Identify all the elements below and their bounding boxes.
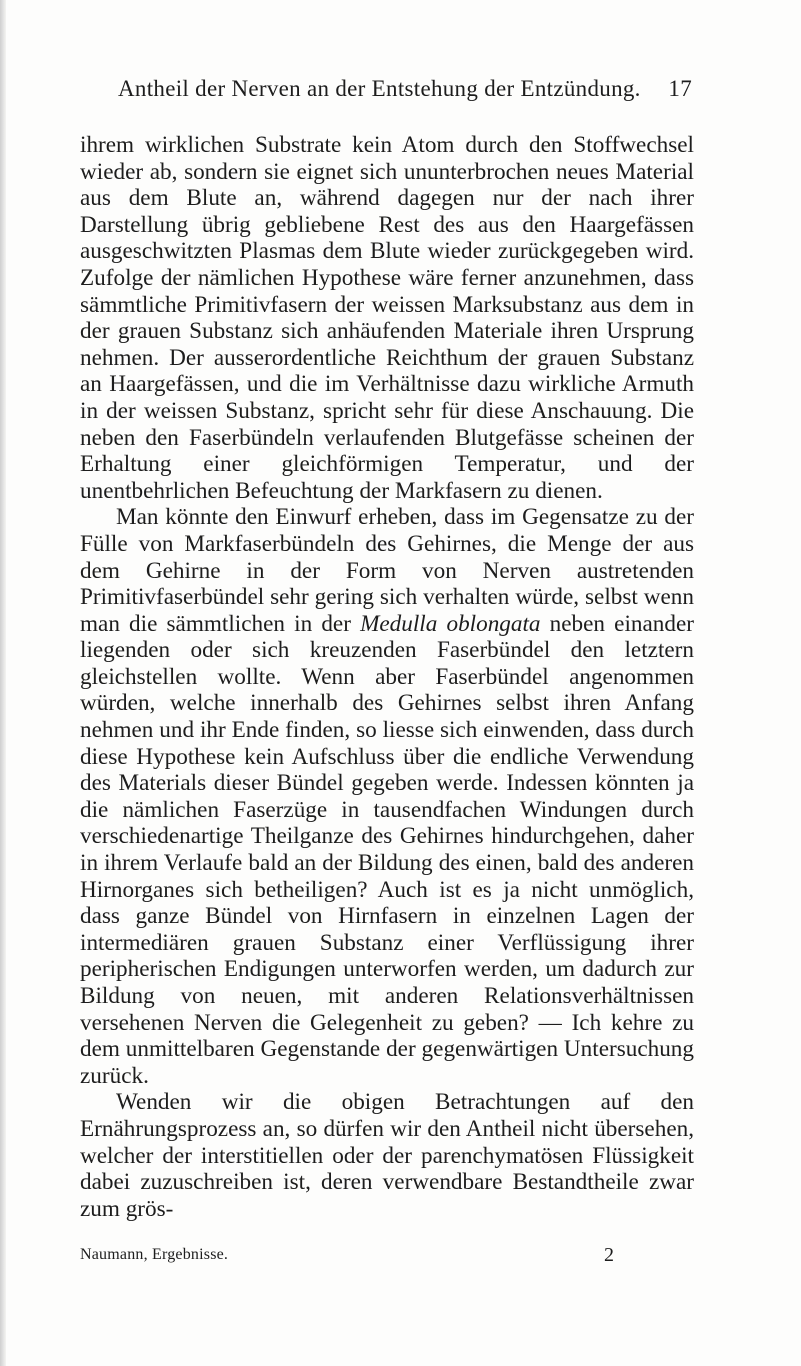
paragraph-3	[80, 1089, 694, 1222]
paragraph-2-text-end: neben einander liegenden oder sich kreuzenden Faserbündel den letztern gleichstellen wollte. Wenn aber Faserbündel angenommen würden, welche innerhalb des Gehirnes selbst ihren Anfang nehmen und ihr Ende finden, so liesse sich einwenden, dass durch diese Hypothese kein Aufschluss über die endliche Verwendung des Materials dieser Bündel gegeben werde. Indessen könnten ja die nämlichen Faserzüge in tausendfachen Windungen durch verschiedenartige Theilganze des Gehirnes hindurchgehen, daher in ihrem Verlaufe bald an der Bildung des einen, bald des anderen Hirnorganes sich betheiligen? Auch ist es ja nicht unmöglich, dass ganze Bündel von Hirnfasern in einzelnen Lagen der intermediären grauen Substanz einer Verflüssigung ihrer peripherischen Endigungen unterworfen werden, um dadurch zur Bildung von neuen, mit anderen Relationsverhältnissen versehenen Nerven die Gelegenheit zu geben? — Ich kehre zu dem unmittelbaren Gegenstande der gegenwärtigen Untersuchung zurück.	[80, 610, 694, 1089]
running-head	[118, 76, 692, 106]
running-title: Antheil der Nerven an der Entstehung der Entzündung.	[118, 76, 641, 101]
page-footer	[80, 1244, 692, 1268]
paragraph-3-text: Wenden wir die obigen Betrachtungen auf den Ernährungsprozess an, so dürfen wir den Antheil nicht übersehen, welcher der interstitiellen oder der parenchymatösen Flüssigkeit dabei zuzuschreiben ist, deren verwendbare Bestandtheile zwar zum grös-	[80, 1089, 694, 1222]
page-edge-shadow	[0, 0, 6, 1366]
paragraph-1	[80, 132, 694, 504]
body-text	[80, 132, 694, 1222]
paragraph-1-text: ihrem wirklichen Substrate kein Atom durch den Stoffwechsel wieder ab, sondern sie eignet sich ununterbrochen neues Material aus dem Blute an, während dagegen nur der nach ihrer Darstellung übrig gebliebene Rest des aus den Haargefässen ausgeschwitzten Plasmas dem Blute wieder zurückgegeben wird. Zufolge der nämlichen Hypothese wäre ferner anzunehmen, dass sämmtliche Primitivfasern der weissen Marksubstanz aus dem in der grauen Substanz sich anhäufenden Materiale ihren Ursprung nehmen. Der ausserordentliche Reichthum der grauen Substanz an Haargefässen, und die im Verhältnisse dazu wirkliche Armuth in der weissen Substanz, spricht sehr für diese Anschauung. Die neben den Faserbündeln verlaufenden Blutgefässe scheinen der Erhaltung einer gleichförmigen Temperatur, und der unentbehrlichen Befeuchtung der Markfasern zu dienen.	[80, 132, 694, 504]
signature-mark: 2	[604, 1244, 614, 1266]
footer-signature: Naumann, Ergebnisse.	[80, 1246, 229, 1263]
page-number: 17	[668, 76, 692, 101]
medulla-oblongata-term: Medulla oblongata	[360, 610, 541, 637]
paragraph-2	[80, 504, 694, 1089]
paragraph-2-text-start: Man könnte den Einwurf erheben, dass im Gegensatze zu der Fülle von Markfaserbündeln des Gehirnes, die Menge der aus dem Gehirne in der Form von Nerven austretenden Primitivfaserbündel sehr gering sich verhalten würde, selbst wenn man die sämmtlichen in der	[80, 504, 694, 637]
